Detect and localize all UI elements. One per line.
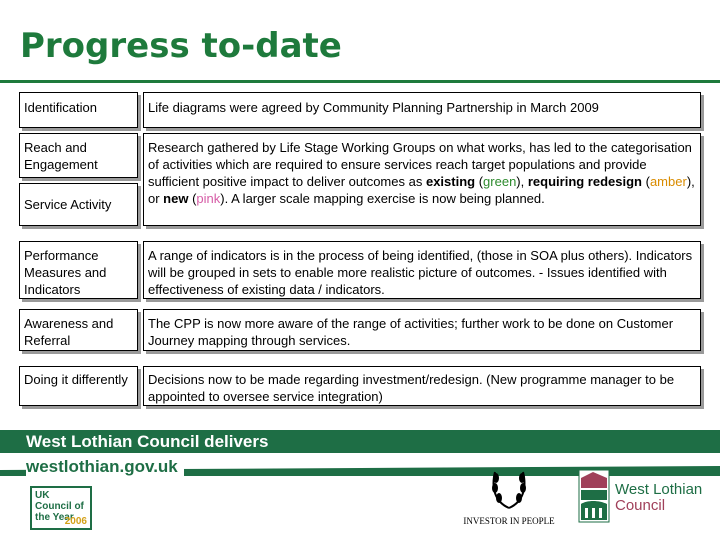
keyword-new: new xyxy=(163,191,189,206)
council-name-line2: Council xyxy=(615,497,666,514)
laurel-icon xyxy=(489,464,529,510)
content-research: Research gathered by Life Stage Working Groups on what works, has led to the categorisation of activities which are required to ensure services reach target populations and provide sufficient positive impact to deliver outcomes as existing (green), requiring redesign (amber), or new (pink). A larger scale mapping exercise is now being planned. xyxy=(143,133,701,226)
keyword-redesign: requiring redesign xyxy=(527,174,642,189)
content-identification: Life diagrams were agreed by Community Planning Partnership in March 2009 xyxy=(143,92,701,128)
label-doing-differently: Doing it differently xyxy=(19,366,138,406)
footer-band xyxy=(0,430,720,453)
label-service-activity: Service Activity xyxy=(19,183,138,226)
award-year: 2006 xyxy=(64,516,87,527)
council-crest-icon xyxy=(577,468,611,524)
status-green: green xyxy=(483,174,517,189)
content-performance: A range of indicators is in the process of being identified, (those in SOA plus others). Indicators will be grouped in sets to enable more realistic picture of outcomes. - Issues identified with effectiveness of existing data / indicators. xyxy=(143,241,701,299)
status-pink: pink xyxy=(196,191,221,206)
investor-text: INVESTOR IN PEOPLE xyxy=(463,516,555,526)
status-amber: amber xyxy=(649,174,687,189)
council-name-line1: West Lothian xyxy=(615,481,703,498)
content-doing-differently: Decisions now to be made regarding investment/redesign. (New programme manager to be appointed to oversee service integration) xyxy=(143,366,701,406)
footer-url[interactable]: westlothian.gov.uk xyxy=(26,456,184,478)
award-text: UK Council of the Year xyxy=(35,490,84,523)
award-badge xyxy=(30,486,92,530)
label-reach-engagement: Reach and Engagement xyxy=(19,133,138,178)
content-awareness: The CPP is now more aware of the range of activities; further work to be done on Customer Journey mapping through services. xyxy=(143,309,701,351)
label-awareness: Awareness and Referral xyxy=(19,309,138,351)
keyword-existing: existing xyxy=(425,174,476,189)
title-rule xyxy=(0,80,720,83)
investor-in-people-logo xyxy=(460,464,558,526)
footer-delivers: West Lothian Council delivers xyxy=(26,432,269,451)
page-title: Progress to-date xyxy=(20,26,342,66)
west-lothian-council-logo xyxy=(577,468,712,526)
label-identification: Identification xyxy=(19,92,138,128)
label-performance: Performance Measures and Indicators xyxy=(19,241,138,299)
